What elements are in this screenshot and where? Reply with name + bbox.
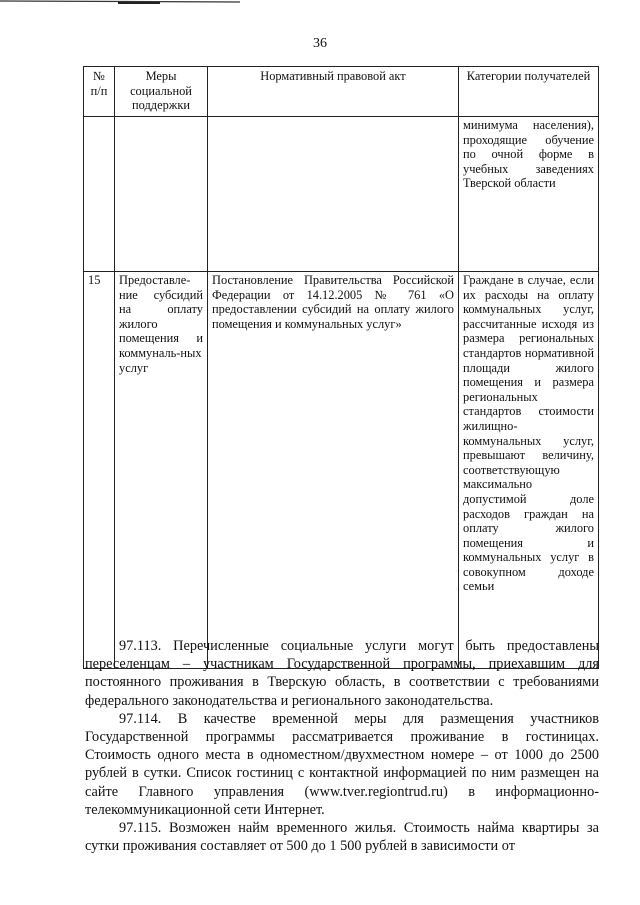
support-measures-table <box>83 66 599 669</box>
cell-number: 15 <box>84 272 115 669</box>
table-header-row <box>84 67 599 117</box>
header-categories: Категории получателей <box>459 67 599 117</box>
cell-legal-act: Постановление Правительства Российской Федерации от 14.12.2005 № 761 «О предоставлении субсидий на оплату жилого помещения и коммунальных услуг» <box>208 272 459 669</box>
header-measures: Меры социальной поддержки <box>115 67 208 117</box>
cell-empty <box>208 117 459 272</box>
table-row-continuation <box>84 117 599 272</box>
scan-artifact-line <box>0 0 640 8</box>
cell-categories: Граждане в случае, если их расходы на оплату коммунальных услуг, рассчитанные исходя из размера региональных стандартов нормативной площади жилого помещения и размера региональных стандартов стоимости жилищно-коммунальных услуг, превышают величину, соответствующую максимально допустимой доле расходов граждан на оплату жилого помещения и коммунальных услуг в совокупном доходе семьи <box>459 272 599 669</box>
header-legal-act: Нормативный правовой акт <box>208 67 459 117</box>
cell-categories: минимума населения), проходящие обучение по очной форме в учебных заведениях Тверской области <box>459 117 599 272</box>
table-row-15 <box>84 272 599 669</box>
paragraph-97-114: 97.114. В качестве временной меры для размещения участников Государственной программы рассматривается проживание в гостиницах. Стоимость одного места в одноместном/двухместном номере – от 1000 до 2500 рублей в сутки. Список гостиниц с контактной информацией по ним размещен на сайте Главного управления (www.tver.regiontrud.ru) в информационно-телекоммуникационной сети Интернет. <box>85 710 599 818</box>
body-text <box>85 637 599 855</box>
paragraph-97-115: 97.115. Возможен найм временного жилья. Стоимость найма квартиры за сутки проживания составляет от 500 до 1 500 рублей в зависимости от <box>85 820 599 855</box>
cell-empty <box>115 117 208 272</box>
header-number: № п/п <box>84 67 115 117</box>
paragraph-97-113: 97.113. Перечисленные социальные услуги могут быть предоставлены переселенцам – участникам Государственной программы, приехавшим для постоянного проживания в Тверскую область, в соответствии с требованиями федерального законодательства и регионального законодательства. <box>85 638 599 709</box>
page-number: 36 <box>313 36 327 51</box>
cell-measure: Предоставле-ние субсидий на оплату жилого помещения и коммуналь-ных услуг <box>115 272 208 669</box>
cell-empty <box>84 117 115 272</box>
